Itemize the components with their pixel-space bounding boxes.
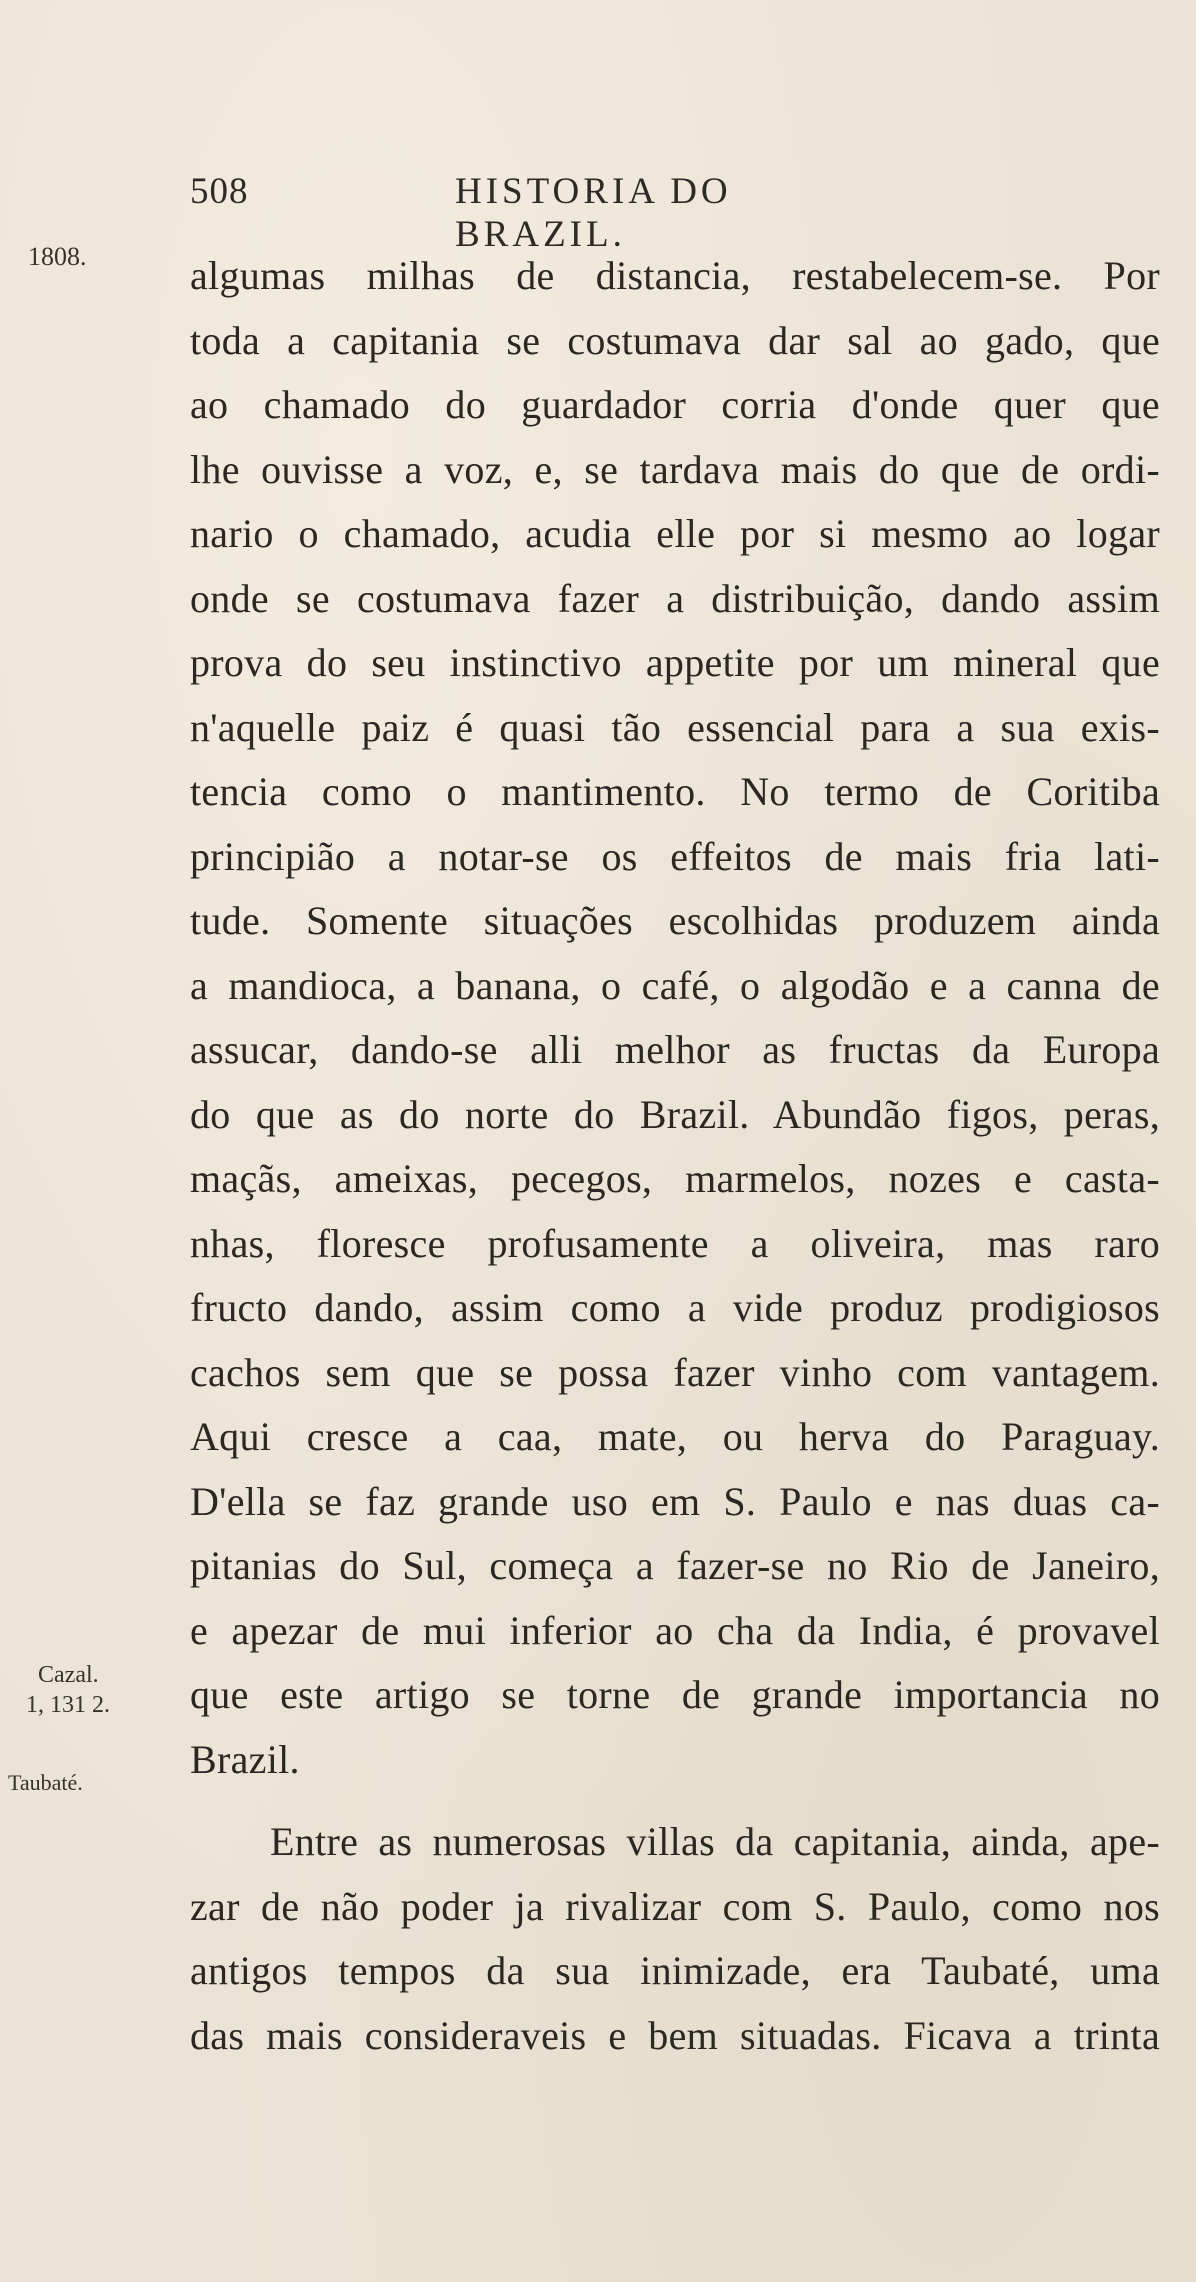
text-line: n'aquelle paiz é quasi tão essencial para a sua exis- [190, 704, 1160, 750]
page-number: 508 [190, 171, 249, 212]
text-line: toda a capitania se costumava dar sal ao gado, que [190, 317, 1160, 363]
text-line: pitanias do Sul, começa a fazer-se no Rio de Janeiro, [190, 1543, 1160, 1588]
text-line: do que as do norte do Brazil. Abundão figos, peras, [190, 1091, 1160, 1137]
margin-note-cazal-name: Cazal. [38, 1662, 99, 1688]
text-line: Brazil. [190, 1736, 300, 1782]
text-line: assucar, dando-se alli melhor as fructas da Europa [190, 1027, 1160, 1072]
text-line: a mandioca, a banana, o café, o algodão e a canna de [190, 962, 1160, 1008]
margin-note-year: 1808. [28, 242, 87, 271]
text-line: principião a notar-se os effeitos de mais fria lati- [190, 833, 1160, 879]
text-line: nhas, floresce profusamente a oliveira, mas raro [190, 1220, 1160, 1266]
text-line: zar de não poder ja rivalizar com S. Paulo, como nos [190, 1883, 1160, 1929]
paragraph-2 [190, 1810, 1160, 2068]
text-line: tencia como o mantimento. No termo de Coritiba [190, 769, 1160, 814]
paragraph-1 [190, 244, 1160, 1792]
margin-note-cazal-ref: 1, 131 2. [26, 1692, 110, 1718]
text-line: nario o chamado, acudia elle por si mesmo ao logar [190, 511, 1160, 556]
text-line: lhe ouvisse a voz, e, se tardava mais do que de ordi- [190, 446, 1160, 492]
text-line: prova do seu instinctivo appetite por um mineral que [190, 640, 1160, 685]
body-text [190, 244, 1160, 2068]
text-line: ao chamado do guardador corria d'onde quer que [190, 382, 1160, 427]
text-line: cachos sem que se possa fazer vinho com vantagem. [190, 1349, 1160, 1395]
margin-note-cazal-reference [26, 1660, 196, 1720]
text-line: das mais consideraveis e bem situadas. Ficava a trinta [190, 2012, 1160, 2058]
text-line: maçãs, ameixas, pecegos, marmelos, nozes e casta- [190, 1156, 1160, 1201]
text-line: Aqui cresce a caa, mate, ou herva do Paraguay. [190, 1414, 1160, 1459]
running-head [190, 170, 900, 255]
text-line: antigos tempos da sua inimizade, era Taubaté, uma [190, 1948, 1160, 1993]
text-line: tude. Somente situações escolhidas produzem ainda [190, 898, 1160, 943]
text-line: Entre as numerosas villas da capitania, ainda, ape- [270, 1819, 1160, 1864]
margin-note-taubate: Taubaté. [8, 1770, 83, 1795]
text-line: onde se costumava fazer a distribuição, dando assim [190, 575, 1160, 621]
text-line: D'ella se faz grande uso em S. Paulo e nas duas ca- [190, 1478, 1160, 1524]
text-line: fructo dando, assim como a vide produz prodigiosos [190, 1285, 1160, 1330]
text-line: algumas milhas de distancia, restabelecem-se. Por [190, 253, 1160, 298]
running-title: HISTORIA DO BRAZIL. [455, 171, 732, 255]
text-line: que este artigo se torne de grande importancia no [190, 1672, 1160, 1717]
text-line: e apezar de mui inferior ao cha da India, é provavel [190, 1607, 1160, 1653]
